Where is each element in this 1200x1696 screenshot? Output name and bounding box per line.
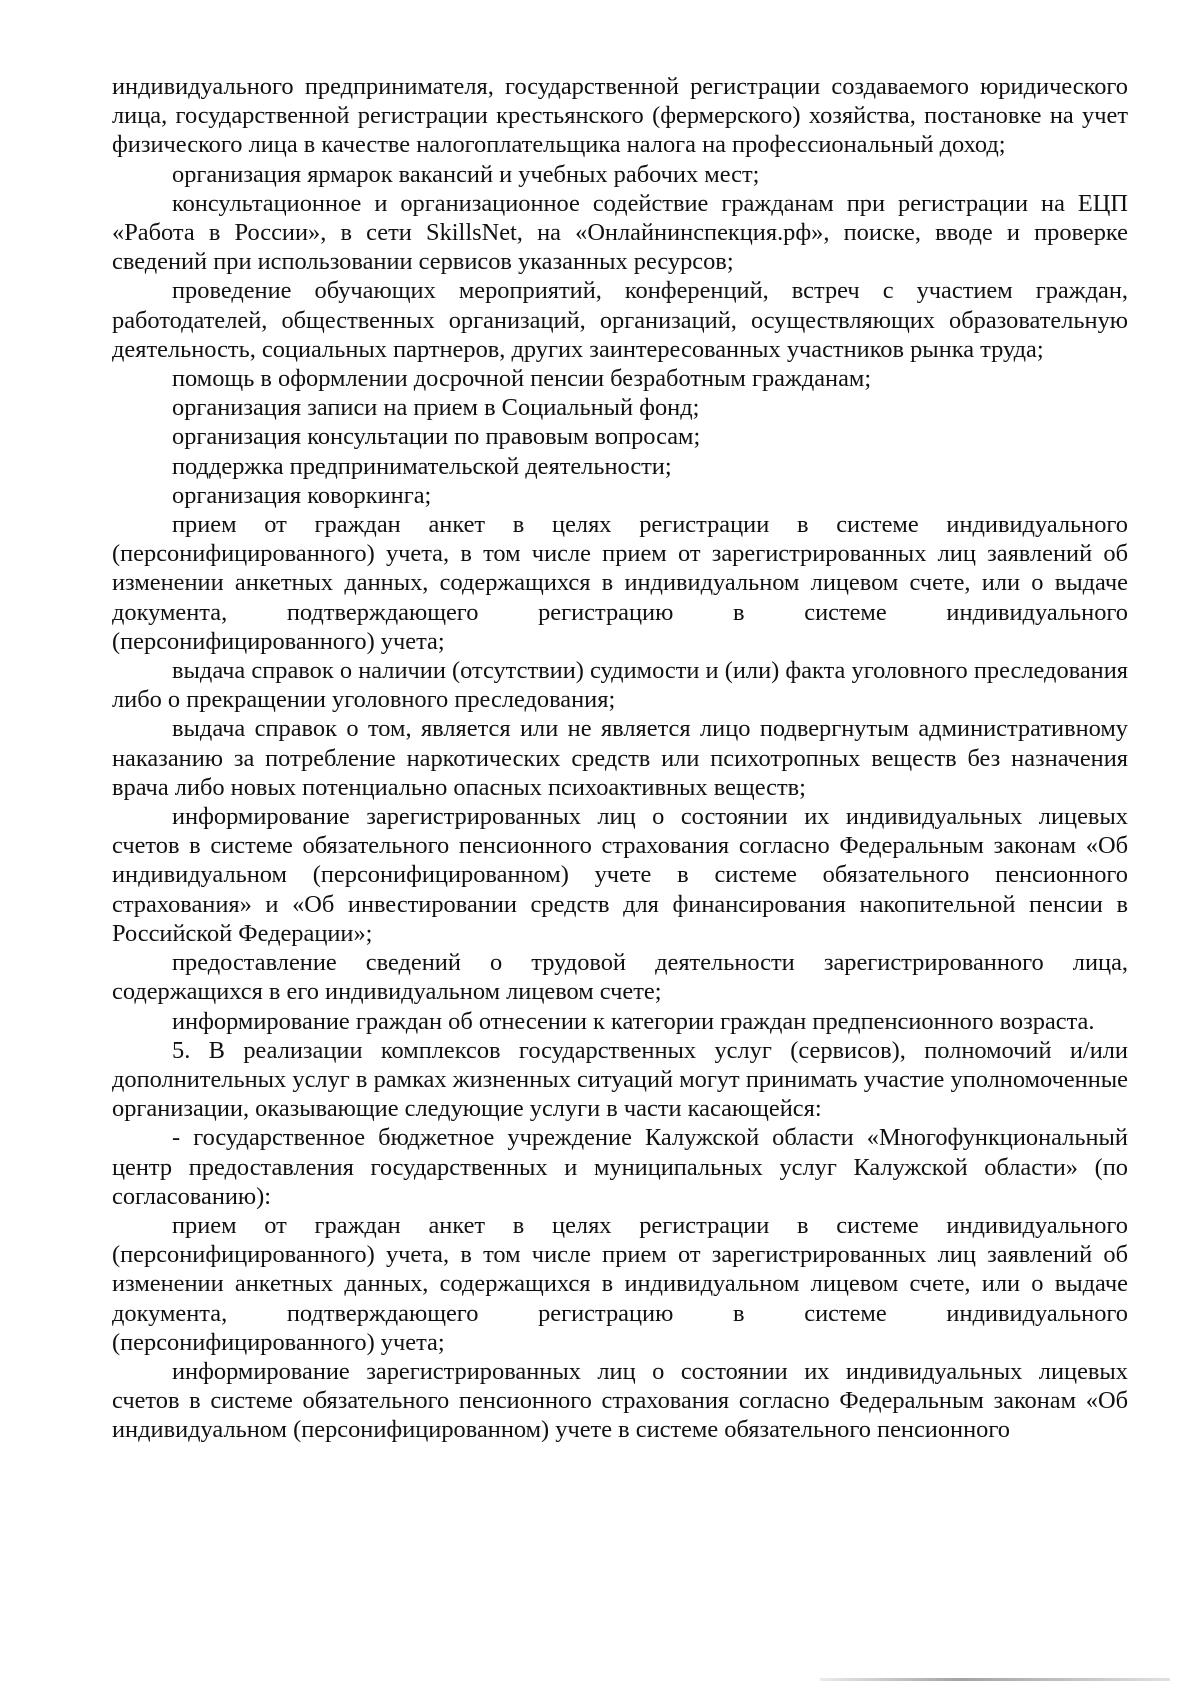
paragraph: индивидуального предпринимателя, государственной регистрации создаваемого юридического лица, государственной регистрации крестьянского (фермерского) хозяйства, постановке на учет физического лица в качестве налогоплательщика налога на профессиональный доход; [112, 73, 1128, 159]
paragraph: проведение обучающих мероприятий, конференций, встреч с участием граждан, работодателей, общественных организаций, организаций, осуществляющих образовательную деятельность, социальных партнеров, других заинтересованных участников рынка труда; [112, 277, 1128, 363]
paragraph: организация ярмарок вакансий и учебных рабочих мест; [172, 160, 760, 188]
paragraph: выдача справок о наличии (отсутствии) судимости и (или) факта уголовного преследования либо о прекращении уголовного преследования; [112, 657, 1128, 714]
paragraph: помощь в оформлении досрочной пенсии безработным гражданам; [172, 365, 872, 393]
paragraph: организация записи на прием в Социальный фонд; [172, 394, 700, 422]
paragraph: прием от граждан анкет в целях регистрации в системе индивидуального (персонифицированного) учета, в том числе прием от зарегистрированных лиц заявлений об изменении анкетных данных, содержащихся в индивидуальном лицевом счете, или о выдаче документа, подтверждающего регистрацию в системе индивидуального (персонифицированного) учета; [112, 1211, 1128, 1356]
paragraph: прием от граждан анкет в целях регистрации в системе индивидуального (персонифицированного) учета, в том числе прием от зарегистрированных лиц заявлений об изменении анкетных данных, содержащихся в индивидуальном лицевом счете, или о выдаче документа, подтверждающего регистрацию в системе индивидуального (персонифицированного) учета; [112, 511, 1128, 655]
scan-artifact-line [820, 1678, 1170, 1681]
paragraph: организация консультации по правовым вопросам; [172, 423, 701, 451]
section-5-paragraph: 5. В реализации комплексов государственных услуг (сервисов), полномочий и/или дополнительных услуг в рамках жизненных ситуаций могут принимать участие уполномоченные организации, оказывающие следующие услуги в части касающейся: [112, 1036, 1128, 1123]
paragraph: поддержка предпринимательской деятельности; [172, 452, 672, 480]
paragraph: консультационное и организационное содействие гражданам при регистрации на ЕЦП «Работа в России», в сети SkillsNet, на «Онлайнинспекция.рф», поиске, вводе и проверке сведений при использовании сервисов указанных ресурсов; [112, 189, 1128, 276]
paragraph: информирование граждан об отнесении к категории граждан предпенсионного возраста. [172, 1007, 1095, 1035]
list-item-mfc: - государственное бюджетное учреждение Калужской области «Многофункциональный центр предоставления государственных и муниципальных услуг Калужской области» (по согласованию): [112, 1124, 1128, 1210]
paragraph: информирование зарегистрированных лиц о состоянии их индивидуальных лицевых счетов в системе обязательного пенсионного страхования согласно Федеральным законам «Об индивидуальном (персонифицированном) учете в системе обязательного пенсионного [112, 1357, 1128, 1444]
paragraph: выдача справок о том, является или не является лицо подвергнутым административному наказанию за потребление наркотических средств или психотропных веществ без назначения врача либо новых потенциально опасных психоактивных веществ; [112, 715, 1128, 801]
document-body [112, 72, 1128, 1445]
paragraph: организация коворкинга; [172, 481, 432, 509]
paragraph: информирование зарегистрированных лиц о состоянии их индивидуальных лицевых счетов в системе обязательного пенсионного страхования согласно Федеральным законам «Об индивидуальном (персонифицированном) учете в системе обязательного пенсионного страхования» и «Об инвестировании средств для финансирования накопительной пенсии в Российской Федерации»; [112, 803, 1128, 947]
paragraph: предоставление сведений о трудовой деятельности зарегистрированного лица, содержащихся в его индивидуальном лицевом счете; [112, 949, 1128, 1006]
